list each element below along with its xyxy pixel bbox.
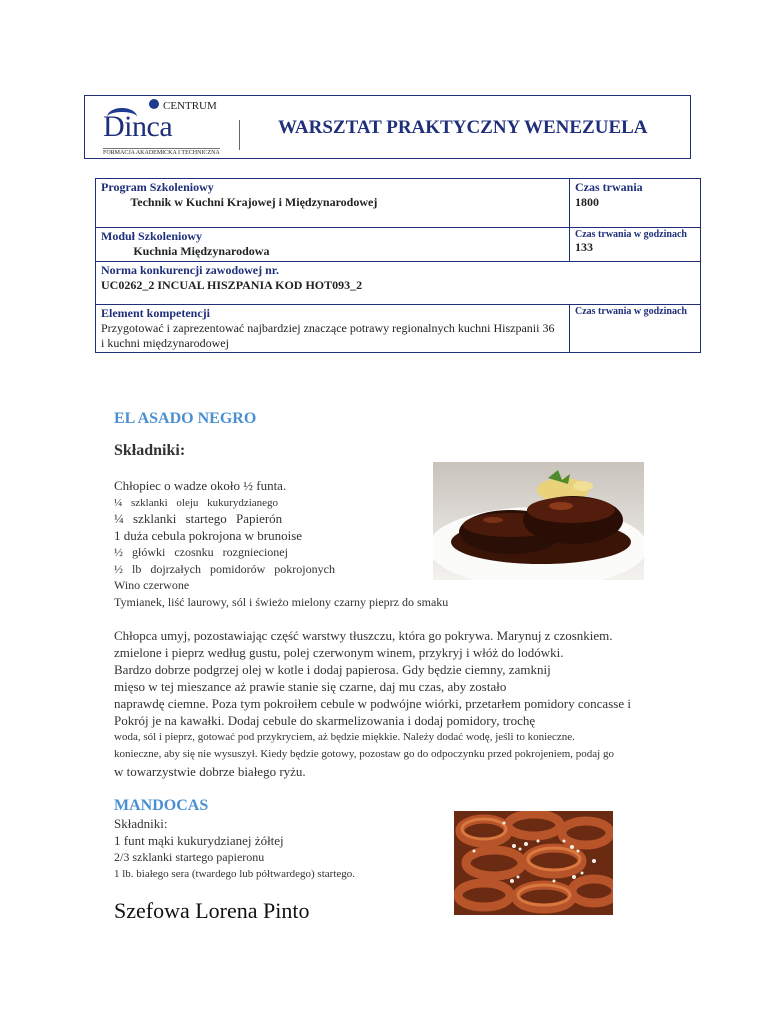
module-value: Kuchnia Międzynarodowa	[121, 244, 258, 258]
duration-value: 1800	[575, 195, 599, 209]
instruction-line: Chłopca umyj, pozostawiając część warstwy tłuszczu, która go pokrywa. Marynuj z czosnkiem.	[114, 628, 613, 643]
duration-label: Czas trwania	[575, 180, 643, 194]
ingredients-list-mandocas	[114, 816, 355, 882]
instruction-line: w towarzystwie dobrze białego ryżu.	[114, 764, 306, 779]
instruction-line: Bardzo dobrze podgrzej olej w kotle i dodaj papierosa. Gdy będzie ciemny, zamknij	[114, 662, 551, 677]
ingredient-item: 1 duża cebula pokrojona w brunoise	[114, 527, 303, 543]
page-title: WARSZTAT PRAKTYCZNY WENEZUELA	[278, 117, 648, 138]
recipe-title-asado-negro: EL ASADO NEGRO	[114, 410, 257, 427]
instruction-line: woda, sól i pieprz, gotować pod przykryciem, aż będzie miękkie. Należy dodać wodę, jeśli to konieczne.	[114, 731, 575, 743]
ingredient-item: 1 lb. białego sera (twardego lub półtwardego) startego.	[114, 867, 356, 880]
program-label: Program Szkoleniowy	[101, 180, 214, 194]
logo-centrum: CENTRUM	[163, 100, 217, 112]
instruction-line: Pokrój je na kawałki. Dodaj cebule do skarmelizowania i dodaj pomidory, trochę	[114, 713, 536, 728]
element-label: Element kompetencji	[101, 306, 210, 320]
norm-value: UC0262_2 INCUAL HISZPANIA KOD HOT093_2	[101, 278, 363, 292]
ingredient-item: ½ główki czosnku rozgniecionej	[114, 545, 288, 559]
instructions-asado	[114, 627, 714, 780]
norm-label: Norma konkurencji zawodowej nr.	[101, 263, 280, 277]
program-info-table	[95, 178, 701, 353]
ingredient-item: 2/3 szklanki startego papieronu	[114, 850, 265, 864]
instruction-line: zmielone i pieprz według gustu, polej czerwonym winem, przykryj i włóż do lodówki.	[114, 645, 564, 660]
ingredient-item: ¼ szklanki oleju kukurydzianego	[114, 496, 279, 509]
module-label: Moduł Szkoleniowy	[101, 229, 203, 243]
ingredient-item: Chłopiec o wadze około ½ funta.	[114, 478, 287, 493]
logo-dot	[149, 99, 159, 109]
instruction-line: naprawdę ciemne. Poza tym pokroiłem cebule w podwójne wiórki, przetarłem pomidory concasse i	[114, 696, 631, 711]
ingredient-item: Tymianek, liść laurowy, sól i świeżo mielony czarny pieprz do smaku	[114, 594, 449, 609]
ingredients-heading: Składniki:	[114, 442, 186, 459]
program-value: Technik w Kuchni Krajowej i Międzynarodowej	[121, 195, 369, 209]
ingredient-item: ¼ szklanki startego Papierón	[114, 511, 283, 526]
module-hours-label: Czas trwania w godzinach	[575, 229, 687, 240]
ingredient-item: ½ lb dojrzałych pomidorów pokrojonych	[114, 561, 335, 576]
logo-divider	[239, 120, 240, 150]
document-header	[84, 95, 691, 159]
recipe-title-mandocas: MANDOCAS	[114, 797, 209, 814]
asado-negro-photo	[433, 462, 644, 580]
ingredients-heading: Składniki:	[114, 816, 168, 831]
chef-signature: Szefowa Lorena Pinto	[114, 898, 310, 923]
instruction-line: mięso w tej mieszance aż prawie stanie się czarne, daj mu czas, aby zostało	[114, 679, 507, 694]
mandocas-photo	[454, 811, 613, 915]
element-value-line2: i kuchni międzynarodowej	[101, 336, 229, 350]
dinca-logo	[103, 98, 243, 158]
logo-subtitle: FORMACJA AKADEMICKA I TECHNICZNA	[103, 150, 220, 156]
ingredient-item: 1 funt mąki kukurydzianej żółtej	[114, 832, 284, 848]
instruction-line: konieczne, aby się nie wysuszył. Kiedy będzie gotowy, pozostaw go do odpoczynku przed pokrojeniem, podaj go	[114, 748, 614, 760]
element-hours-label: Czas trwania w godzinach	[575, 306, 687, 317]
ingredients-list-asado	[114, 478, 448, 610]
element-value-line1: Przygotować i zaprezentować najbardziej znaczące potrawy regionalnych kuchni Hiszpanii 36	[101, 321, 555, 335]
logo-name: Dinca	[103, 110, 173, 143]
module-hours-value: 133	[575, 240, 593, 254]
ingredient-item: Wino czerwone	[114, 578, 190, 592]
